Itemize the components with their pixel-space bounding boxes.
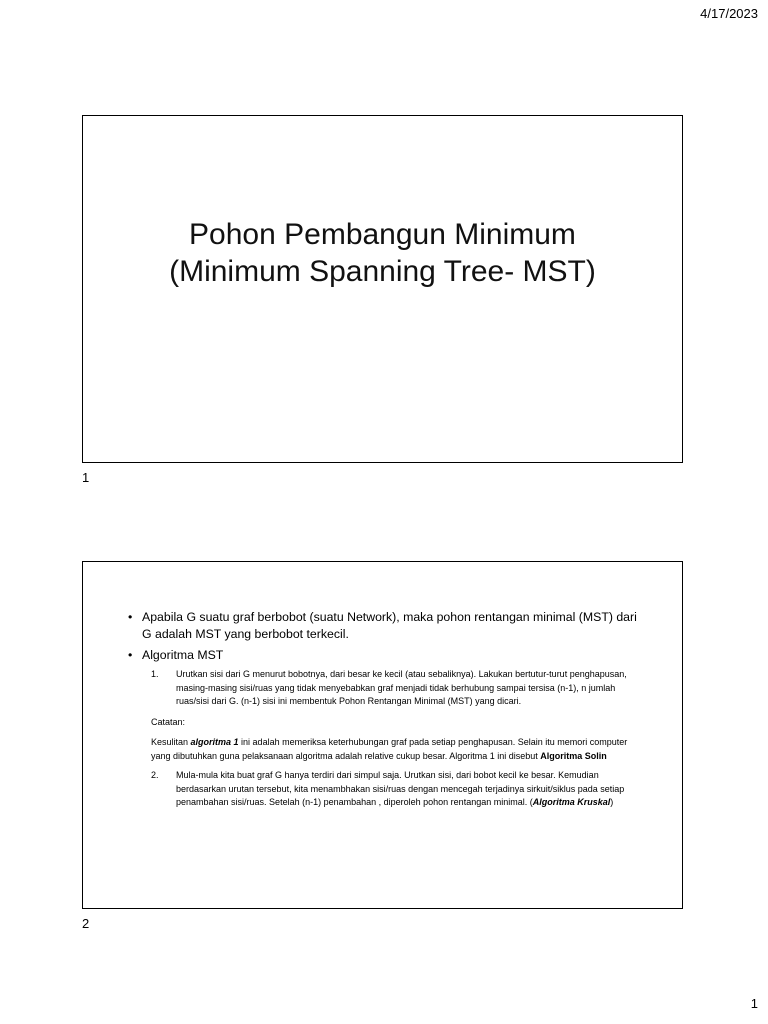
list-item-2-close: ): [610, 797, 614, 807]
slide-2: [82, 561, 683, 909]
title-line-2: (Minimum Spanning Tree- MST): [169, 255, 596, 288]
print-date: 4/17/2023: [700, 6, 758, 21]
slide-1: [82, 115, 683, 463]
note-emphasis: algoritma 1: [190, 737, 239, 747]
slide-number-2: 2: [82, 916, 90, 931]
list-item-1: [151, 668, 642, 709]
slide-number-1: 1: [82, 470, 90, 485]
list-item-1-text: Urutkan sisi dari G menurut bobotnya, dari besar ke kecil (atau sebaliknya). Lakukan bertutur-turut penghapusan, masing-masing sisi/ruas yang tidak menyebabkan graf menjadi tidak berhubung sampai tersisa (n-1), n jumlah ruas/sisi dari G. (n-1) sisi ini membentuk Pohon Rentangan Minimal (MST) yang dicari.: [176, 669, 627, 706]
page-number: 1: [750, 996, 758, 1011]
slide-content: [128, 609, 642, 810]
list-item-2: [151, 769, 642, 810]
bullet-definition: • Apabila G suatu graf berbobot (suatu Network), maka pohon rentangan minimal (MST) dari G adalah MST yang berbobot terkecil.: [128, 609, 642, 643]
title-line-1: Pohon Pembangun Minimum: [189, 218, 576, 251]
list-item-2-emphasis: Algoritma Kruskal: [532, 797, 611, 807]
note-body: ini adalah memeriksa keterhubungan graf pada setiap penghapusan. Selain itu memori computer yang dibutuhkan guna pelaksanaan algoritma adalah relative cukup besar. Algoritma 1 ini disebut: [151, 737, 628, 761]
bullet-algorithm: • Algoritma MST: [128, 647, 642, 664]
slide-title: [83, 216, 682, 290]
note-text: [151, 736, 642, 763]
list-item-1-number: 1.: [151, 669, 159, 679]
note-algorithm-name: Algoritma Solin: [540, 750, 607, 761]
note-prefix: Kesulitan: [151, 737, 191, 747]
list-item-2-text: Mula-mula kita buat graf G hanya terdiri dari simpul saja. Urutkan sisi, dari bobot kecil ke besar. Kemudian berdasarkan urutan tersebut, kita menambhakan sisi/ruas dengan mencegah terjadinya sirkuit/siklus pada setiap penambahan sisi/ruas. Setelah (n-1) penambahan , diperoleh pohon rentangan minimal. (: [176, 770, 625, 807]
list-item-2-number: 2.: [151, 770, 159, 780]
note-label: Catatan:: [151, 716, 186, 727]
